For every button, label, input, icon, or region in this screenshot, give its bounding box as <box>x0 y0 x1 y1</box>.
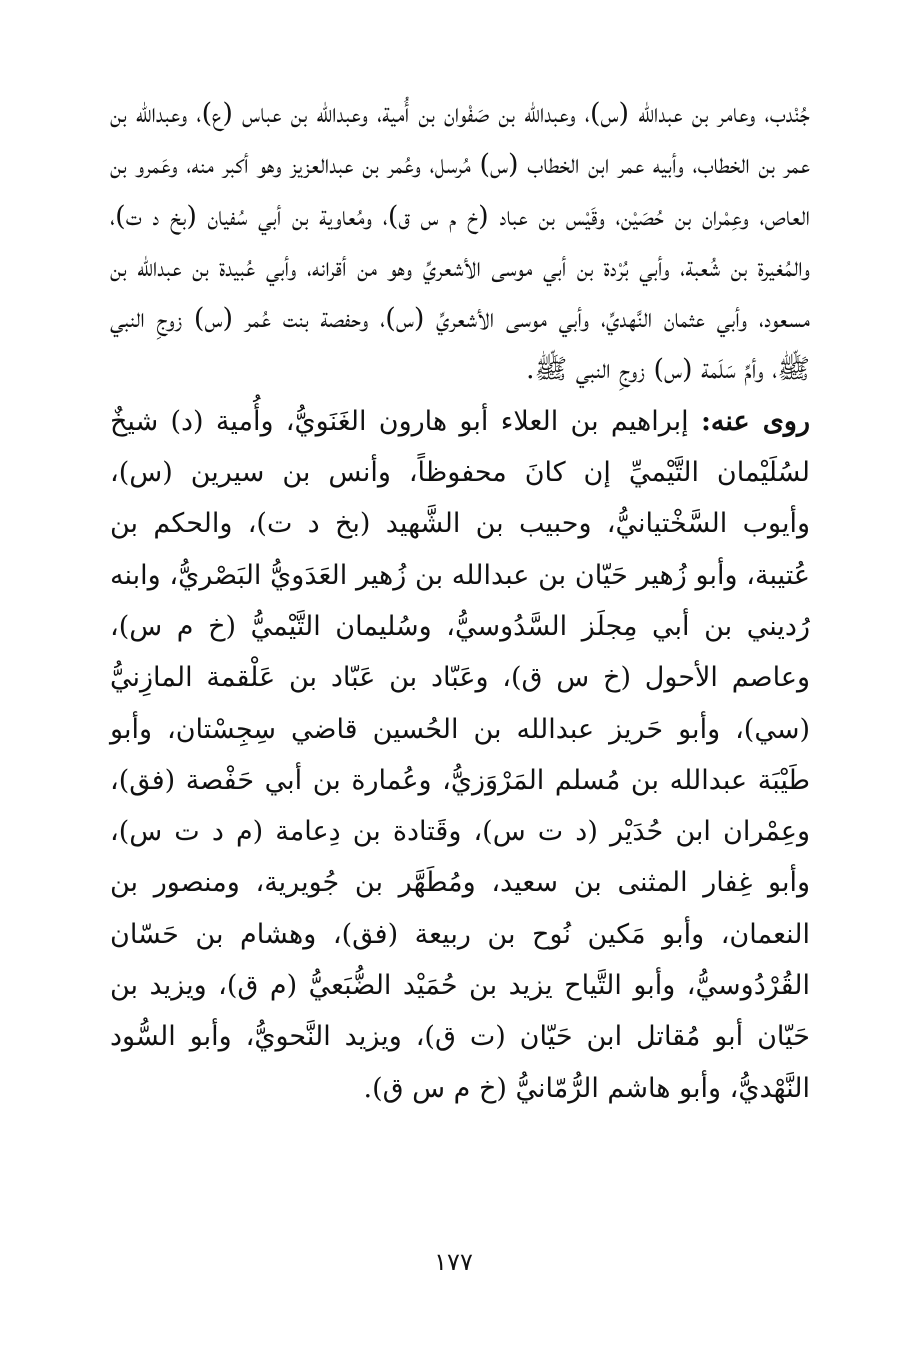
section-label-rawa-anhu: روى عنه: <box>700 405 810 437</box>
paragraph-text: جُنْدب، وعامر بن عبدالله (س)، وعبدالله بن صَفْوان بن أُمية، وعبدالله بن عباس (ع)، وعبدالله بن عمر بن الخطاب، وأبيه عمر ابن الخطاب (س) مُرسل، وعُمر بن عبدالعزيز وهو أكبر منه، وعَمرو بن العاص، وعِمْران بن حُصَيْن، وقَيْس بن عباد (خ م س ق)، ومُعاوية بن أبي سُفيان (بخ د ت)، والمُغيرة بن شُعبة، وأبي بُرْدة بن أبي موسى الأشعريِّ وهو من أقرانه، وأبي عُبيدة بن عبدالله بن مسعود، وأبي عثمان النَّهديِّ، وأبي موسى الأشعريِّ (س)، وحفصة بنت عُمر (س) زوجِ النبي ﷺ، وأمِّ سَلَمة (س) زوجِ النبي ﷺ. <box>110 98 810 386</box>
paragraph-teachers-continued <box>110 88 810 396</box>
page-number: ١٧٧ <box>434 1248 473 1276</box>
text-block <box>110 88 810 1114</box>
paragraph-text: إبراهيم بن العلاء أبو هارون الغَنَويُّ، وأُمية (د) شيخٌ لسُلَيْمان التَّيْميِّ إن كانَ محفوظاً، وأنس بن سيرين (س)، وأيوب السَّخْتيانيُّ، وحبيب بن الشَّهيد (بخ د ت)، والحكم بن عُتيبة، وأبو زُهير حَيّان بن عبدالله بن زُهير العَدَويُّ البَصْريُّ، وابنه رُديني بن أبي مِجلَز السَّدُوسيُّ، وسُليمان التَّيْميُّ (خ م س)، وعاصم الأحول (خ س ق)، وعَبّاد بن عَبّاد بن عَلْقمة المازِنيُّ (سي)، وأبو حَريز عبدالله بن الحُسين قاضي سِجِسْتان، وأبو طَيْبَة عبدالله بن مُسلم المَرْوَزيُّ، وعُمارة بن أبي حَفْصة (فق)، وعِمْران ابن حُدَيْر (د ت س)، وقَتادة بن دِعامة (م د ت س)، وأبو غِفار المثنى بن سعيد، ومُطَهَّر بن جُويرية، ومنصور بن النعمان، وأبو مَكين نُوح بن ربيعة (فق)، وهشام بن حَسّان القُرْدُوسيُّ، وأبو التَّياح يزيد بن حُمَيْد الضُّبَعيُّ (م ق)، ويزيد بن حَيّان أبو مُقاتل ابن حَيّان (ت ق)، ويزيد النَّحويُّ، وأبو السُّود النَّهْديُّ، وأبو هاشم الرُّمّانيُّ (خ م س ق). <box>110 405 811 1104</box>
paragraph-narrators <box>110 396 810 1114</box>
